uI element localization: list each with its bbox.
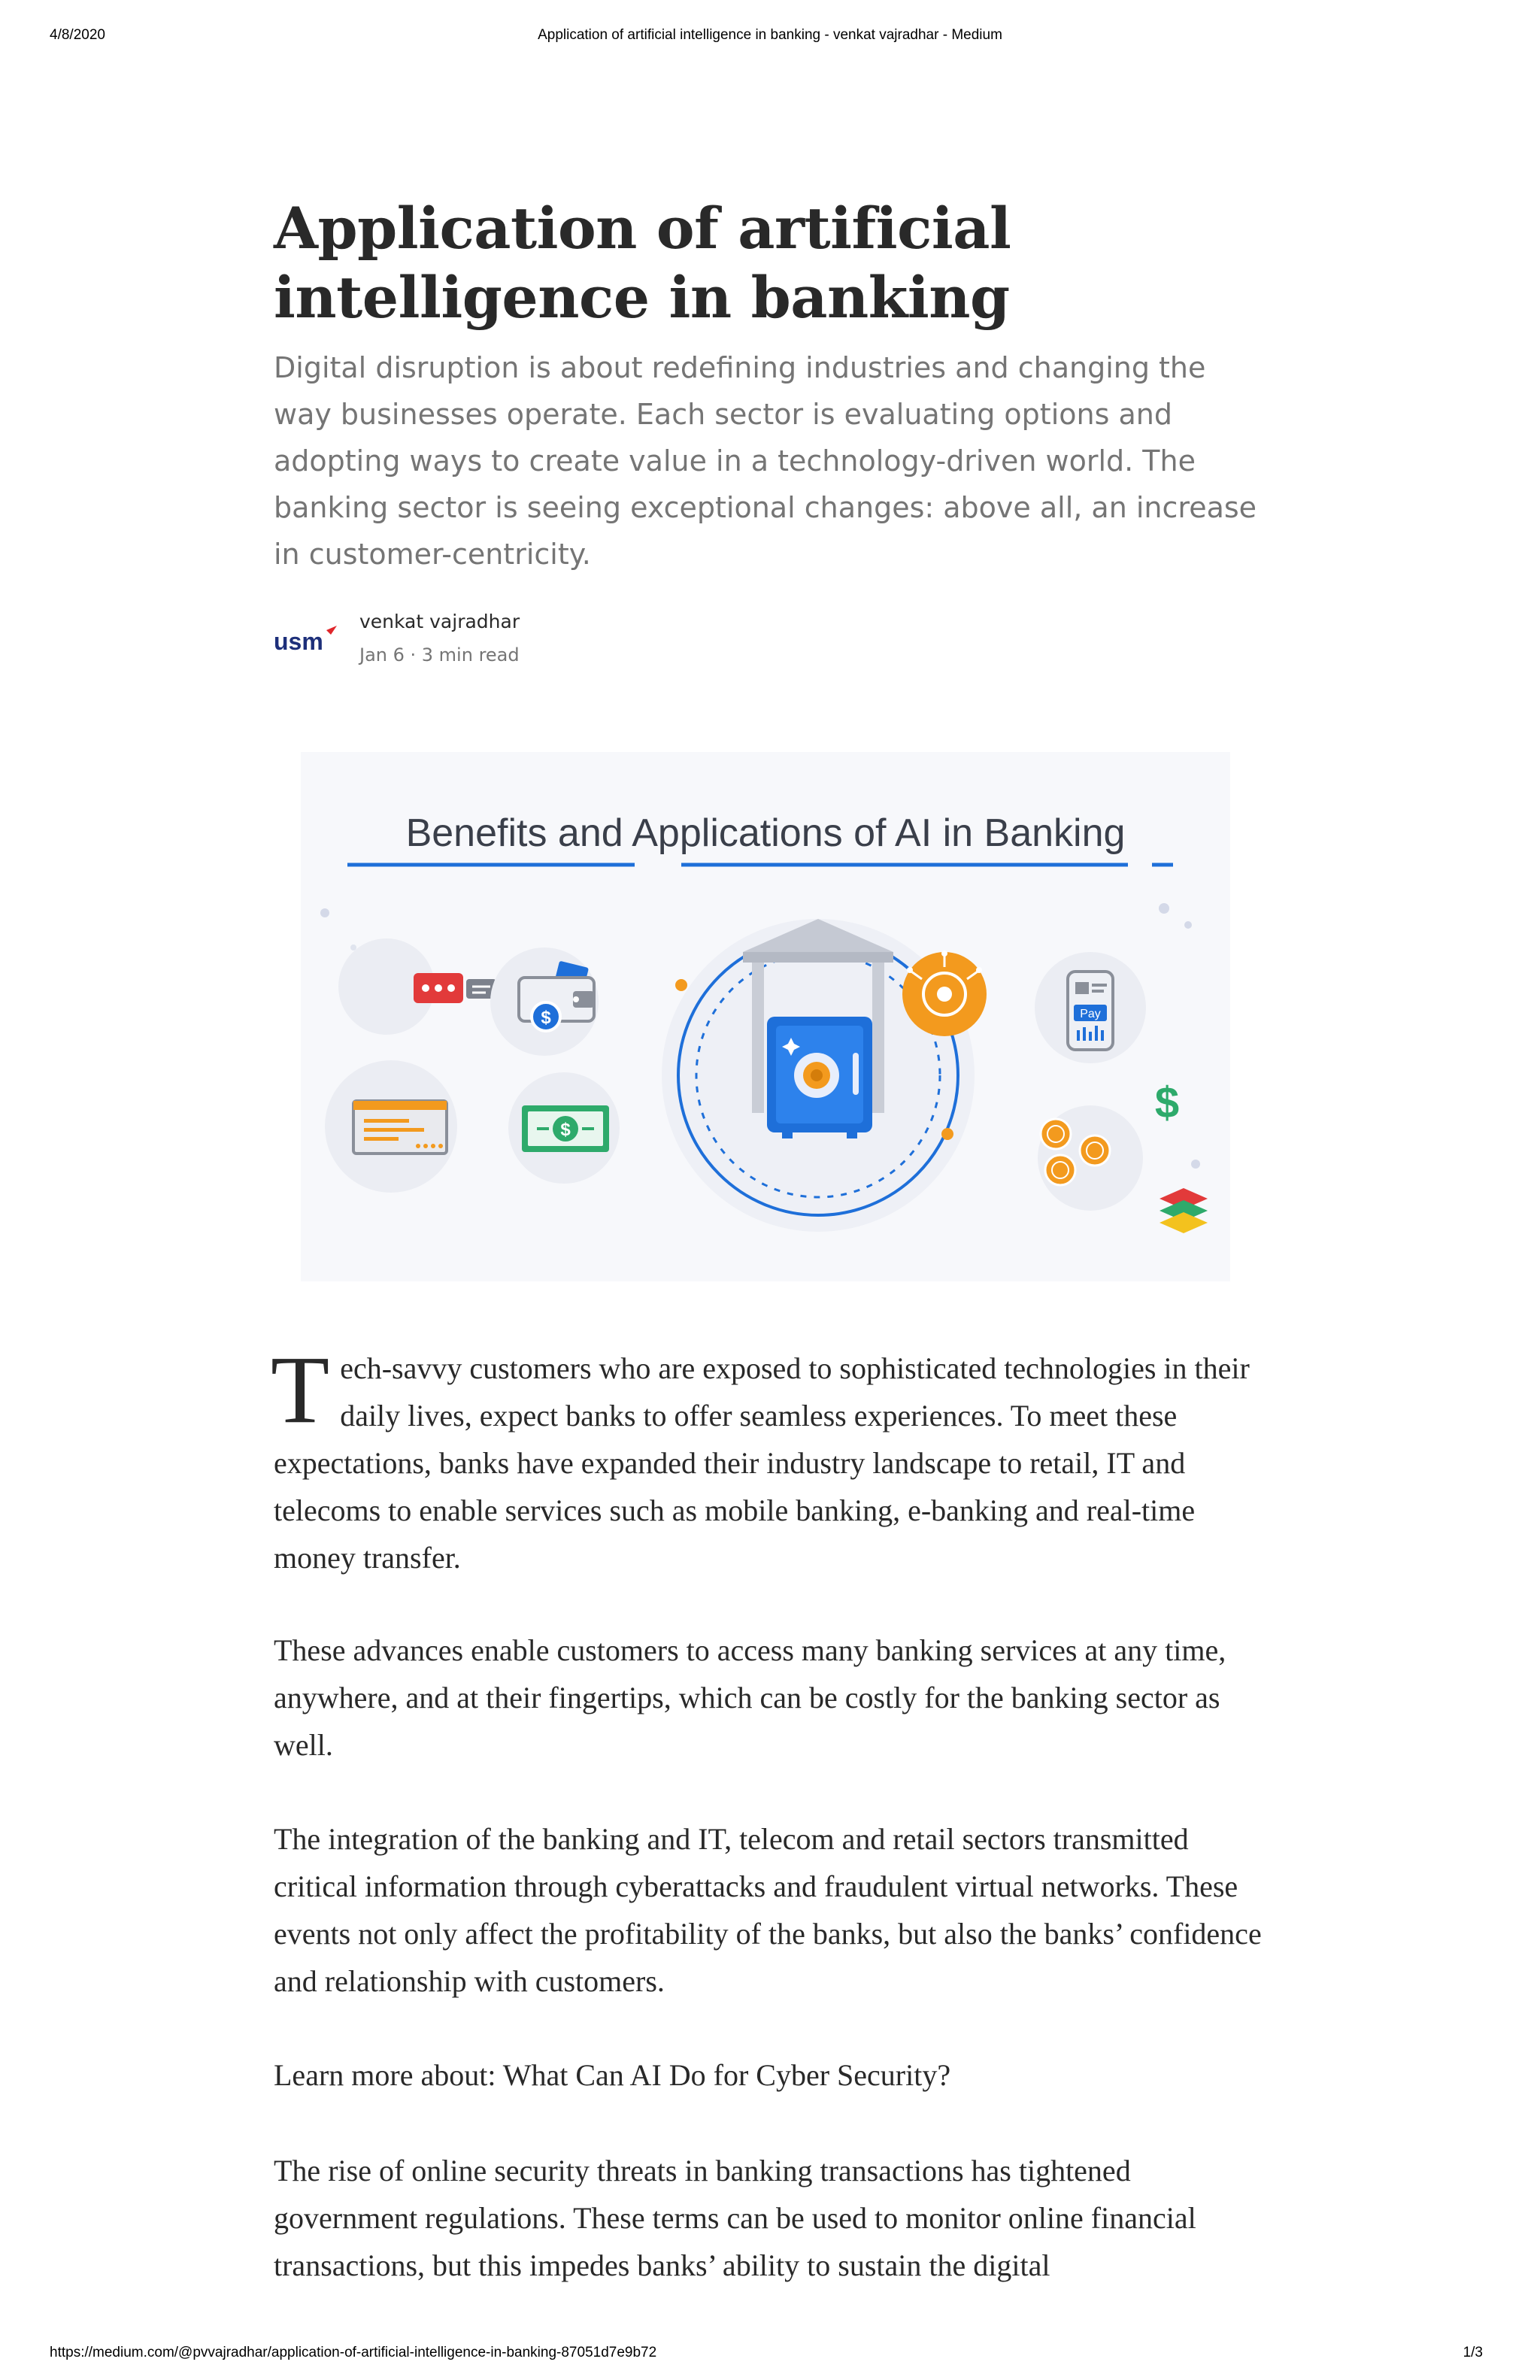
print-date: 4/8/2020 (50, 27, 105, 43)
paragraph-4-learn-more[interactable]: Learn more about: What Can AI Do for Cyber Security? (274, 2058, 951, 2092)
author-name[interactable]: venkat vajradhar (359, 611, 520, 632)
post-meta: Jan 6 · 3 min read (359, 644, 520, 665)
hero-image (301, 752, 1230, 1281)
cash-icon (522, 1105, 609, 1152)
paragraph-5: The rise of online security threats in banking transactions has tightened government regulations. These terms can be used to monitor online financial transactions, but this impedes banks’ ability to sustain the digital (274, 2154, 1196, 2282)
pay-label: Pay (1080, 1008, 1101, 1020)
document-icon (353, 1101, 447, 1154)
svg-text:$: $ (541, 1008, 551, 1028)
print-url: https://medium.com/@pvvajradhar/application-of-artificial-intelligence-in-banking-87051d7e9b72 (50, 2345, 657, 2360)
dropcap: T (271, 1336, 330, 1443)
mobile-pay-icon (1068, 972, 1113, 1050)
author-avatar[interactable] (274, 621, 341, 659)
print-footer (0, 2345, 1540, 2364)
paragraph-2: These advances enable customers to access many banking services at any time, anywhere, and at their fingertips, which can be costly for the banking sector as well. (274, 1633, 1226, 1762)
print-page-title: Application of artificial intelligence in banking - venkat vajradhar - Medium (538, 27, 1002, 43)
print-page-number: 1/3 (1463, 2345, 1483, 2360)
logo-swoosh-icon (326, 626, 337, 635)
dollar-sign-icon: $ (1154, 1078, 1180, 1127)
paragraph-3: The integration of the banking and IT, telecom and retail sectors transmitted critical information through cyberattacks and fraudulent virtual networks. These events not only affect the profitability of the banks, but also the banks’ confidence and relationship with customers. (274, 1822, 1262, 1998)
svg-text:$: $ (560, 1120, 571, 1140)
hero-heading: Benefits and Applications of AI in Banking (405, 811, 1126, 855)
article-title: Application of artificial intelligence in banking (274, 195, 1011, 331)
article-subtitle: Digital disruption is about redefining industries and changing the way businesses operate. Each sector is evaluating options and adopting ways to create value in a technology-driven world. The banking sector is seeing exceptional changes: above all, an increase in customer-centricity. (274, 351, 1257, 571)
hero-illustration (301, 752, 1230, 1281)
author-logo-text: usm (274, 628, 323, 655)
paragraph-text: ech-savvy customers who are exposed to sophisticated technologies in their daily lives, expect banks to offer seamless experiences. To meet these expectations, banks have expanded their industry landscape to retail, IT and telecoms to enable services such as mobile banking, e-banking and real-time money transfer. (274, 1351, 1250, 1575)
paragraph-1 (271, 1336, 1266, 1581)
print-header (0, 27, 1540, 47)
